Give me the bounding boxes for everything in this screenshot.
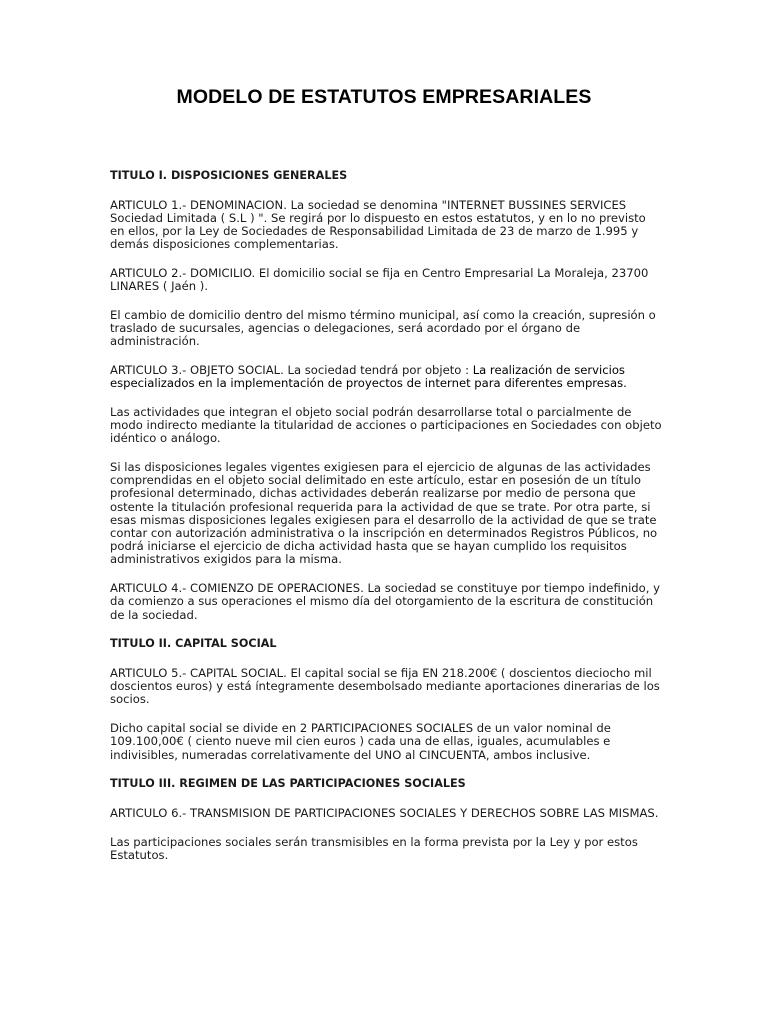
document-body: [110, 169, 662, 878]
paragraph-articulo-5: ARTICULO 5.- CAPITAL SOCIAL. El capital social se fija EN 218.200€ ( doscientos dieciocho mil doscientos euros) y está íntegramente desembolsado mediante aportaciones dinerarias de los socios.: [110, 665, 660, 707]
paragraph-articulo-6-transmision: Las participaciones sociales serán transmisibles en la forma prevista por la Ley y por estos Estatutos.: [110, 834, 638, 862]
paragraph-articulo-4: ARTICULO 4.- COMIENZO DE OPERACIONES. La sociedad se constituye por tiempo indefinido, y da comienzo a sus operaciones el mismo día del otorgamiento de la escritura de constitución de la sociedad.: [110, 581, 660, 622]
paragraph-articulo-2: ARTICULO 2.- DOMICILIO. El domicilio social se fija en Centro Empresarial La Moraleja, 23700 LINARES ( Jaén ).: [110, 266, 649, 294]
articulo-3-intro: ARTICULO 3.- OBJETO SOCIAL. La sociedad tendrá por objeto :: [110, 363, 473, 378]
section-heading-titulo-1: TITULO I. DISPOSICIONES GENERALES: [110, 169, 348, 182]
paragraph-articulo-3: [110, 364, 662, 390]
paragraph-articulo-2-cambio-domicilio: El cambio de domicilio dentro del mismo término municipal, así como la creación, supresión o traslado de sucursales, agencias o delegaciones, será acordado por el órgano de administración.: [110, 307, 656, 349]
section-heading-titulo-2: TITULO II. CAPITAL SOCIAL: [110, 637, 277, 651]
paragraph-articulo-6: ARTICULO 6.- TRANSMISION DE PARTICIPACIONES SOCIALES Y DERECHOS SOBRE LAS MISMAS.: [110, 805, 659, 820]
document-title: MODELO DE ESTATUTOS EMPRESARIALES: [176, 86, 592, 108]
articulo-3-objeto: La realización de servicios especializados en la implementación de proyectos de internet para diferentes empresas.: [110, 363, 627, 391]
paragraph-articulo-1: ARTICULO 1.- DENOMINACION. La sociedad se denomina "INTERNET BUSSINES SERVICES Sociedad Limitada ( S.L ) ". Se regirá por lo dispuesto en estos estatutos, y en lo no previsto en ellos, por la Ley de Sociedades de Responsabilidad Limitada de 23 de marzo de 1.995 y demás disposiciones complementarias.: [110, 197, 646, 252]
paragraph-articulo-3-disposiciones: Si las disposiciones legales vigentes exigiesen para el ejercicio de algunas de las actividades comprendidas en el objeto social delimitado en este artículo, estar en posesión de un título profesional determinado, dichas actividades deberán realizarse por medio de persona que ostente la titulación profesional requerida para la actividad de que se trate. Por otra parte, si esas mismas disposiciones legales exigiesen para el desarrollo de la actividad de que se trate contar con autorización administrativa o la inscripción en determinados Registros Públicos, no podrá iniciarse el ejercicio de dicha actividad hasta que se hayan cumplido los requisitos administrativos exigidos para la misma.: [110, 460, 658, 567]
paragraph-articulo-5-participaciones: Dicho capital social se divide en 2 PARTICIPACIONES SOCIALES de un valor nominal de 109.100,00€ ( ciento nueve mil cien euros ) cada una de ellas, iguales, acumulables e indivisibles, numeradas correlativamente del UNO al CINCUENTA, ambos inclusive.: [110, 721, 611, 762]
paragraph-articulo-3-actividades: Las actividades que integran el objeto social podrán desarrollarse total o parcialmente de modo indirecto mediante la titularidad de acciones o participaciones en Sociedades con objeto idéntico o análogo.: [110, 404, 662, 446]
section-heading-titulo-3: TITULO III. REGIMEN DE LAS PARTICIPACIONES SOCIALES: [110, 777, 466, 791]
